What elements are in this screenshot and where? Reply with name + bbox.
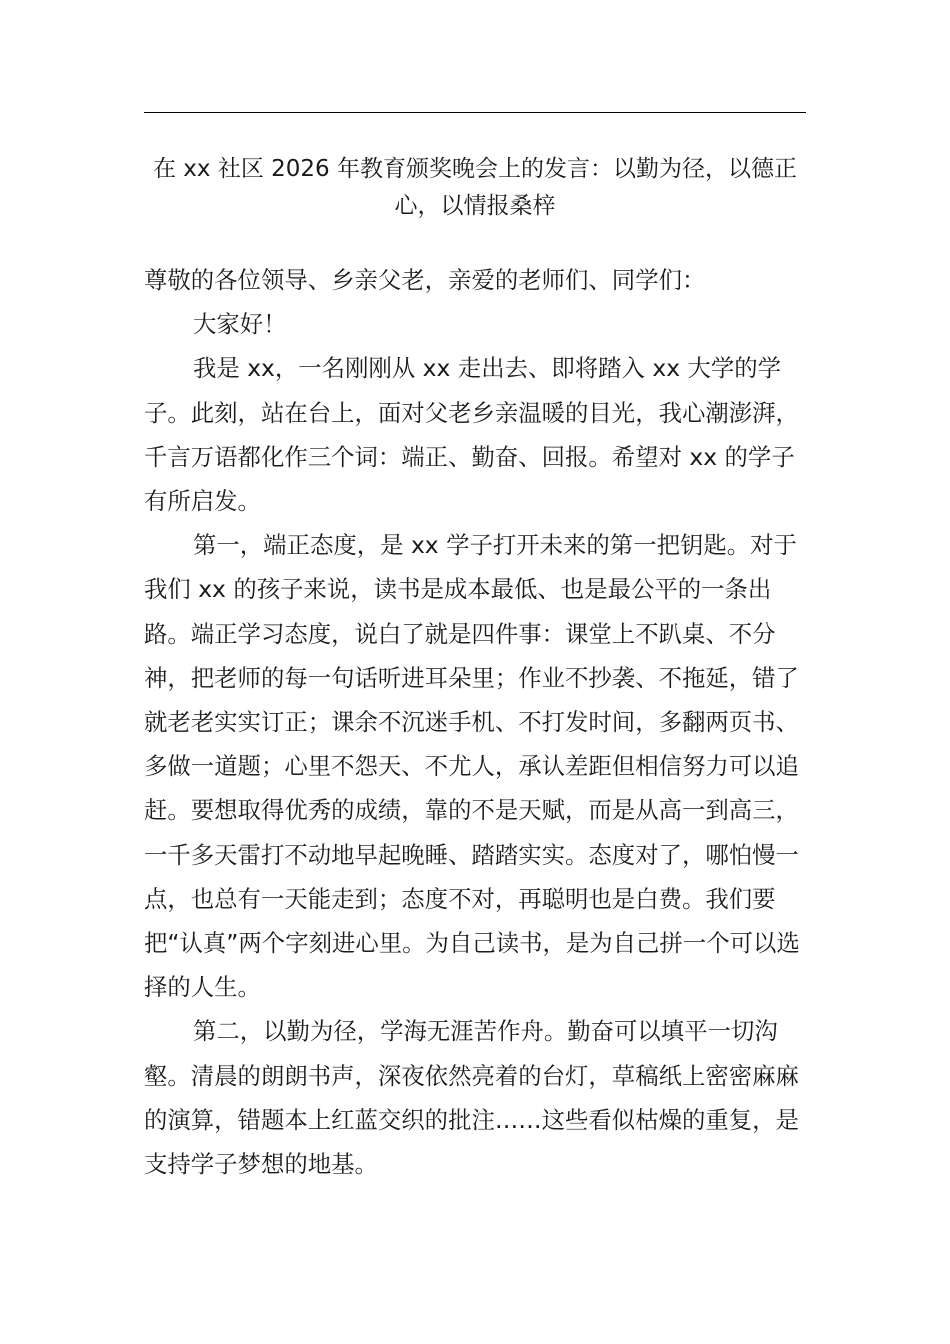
salutation: 尊敬的各位领导、乡亲父老，亲爱的老师们、同学们： xyxy=(144,266,706,294)
header-rule xyxy=(144,112,806,113)
body-paragraph: 第一，端正态度，是 xx 学子打开未来的第一把钥匙。对于我们 xx 的孩子来说，读书是成本最低、也是最公平的一条出路。端正学习态度，说白了就是四件事：课堂上不趴桌、不分神，把老师的每一句话听进耳朵里；作业不抄袭、不拖延，错了就老老实实订正；课余不沉迷手机、不打发时间，多翻两页书、多做一道题；心里不怨天、不尤人，承认差距但相信努力可以追赶。要想取得优秀的成绩，靠的不是天赋，而是从高一到高三，一千多天雷打不动地早起晚睡、踏踏实实。态度对了，哪怕慢一点，也总有一天能走到；态度不对，再聪明也是白费。我们要把“认真”两个字刻进心里。为自己读书，是为自己拼一个可以选择的人生。 xyxy=(144,531,800,1002)
body-paragraph: 第二，以勤为径，学海无涯苦作舟。勤奋可以填平一切沟壑。清晨的朗朗书声，深夜依然亮着的台灯，草稿纸上密密麻麻的演算，错题本上红蓝交织的批注……这些看似枯燥的重复，是支持学子梦想的地基。 xyxy=(144,1017,799,1179)
greeting: 大家好！ xyxy=(193,310,287,339)
document-body xyxy=(144,258,812,1186)
body-paragraph: 我是 xx，一名刚刚从 xx 走出去、即将踏入 xx 大学的学子。此刻，站在台上，面对父老乡亲温暖的目光，我心潮澎湃，千言万语都化作三个词：端正、勤奋、回报。希望对 xx 的学子有所启发。 xyxy=(144,354,799,516)
document-title: 在 xx 社区 2026 年教育颁奖晚会上的发言：以勤为径，以德正心，以情报桑梓 xyxy=(153,156,797,219)
